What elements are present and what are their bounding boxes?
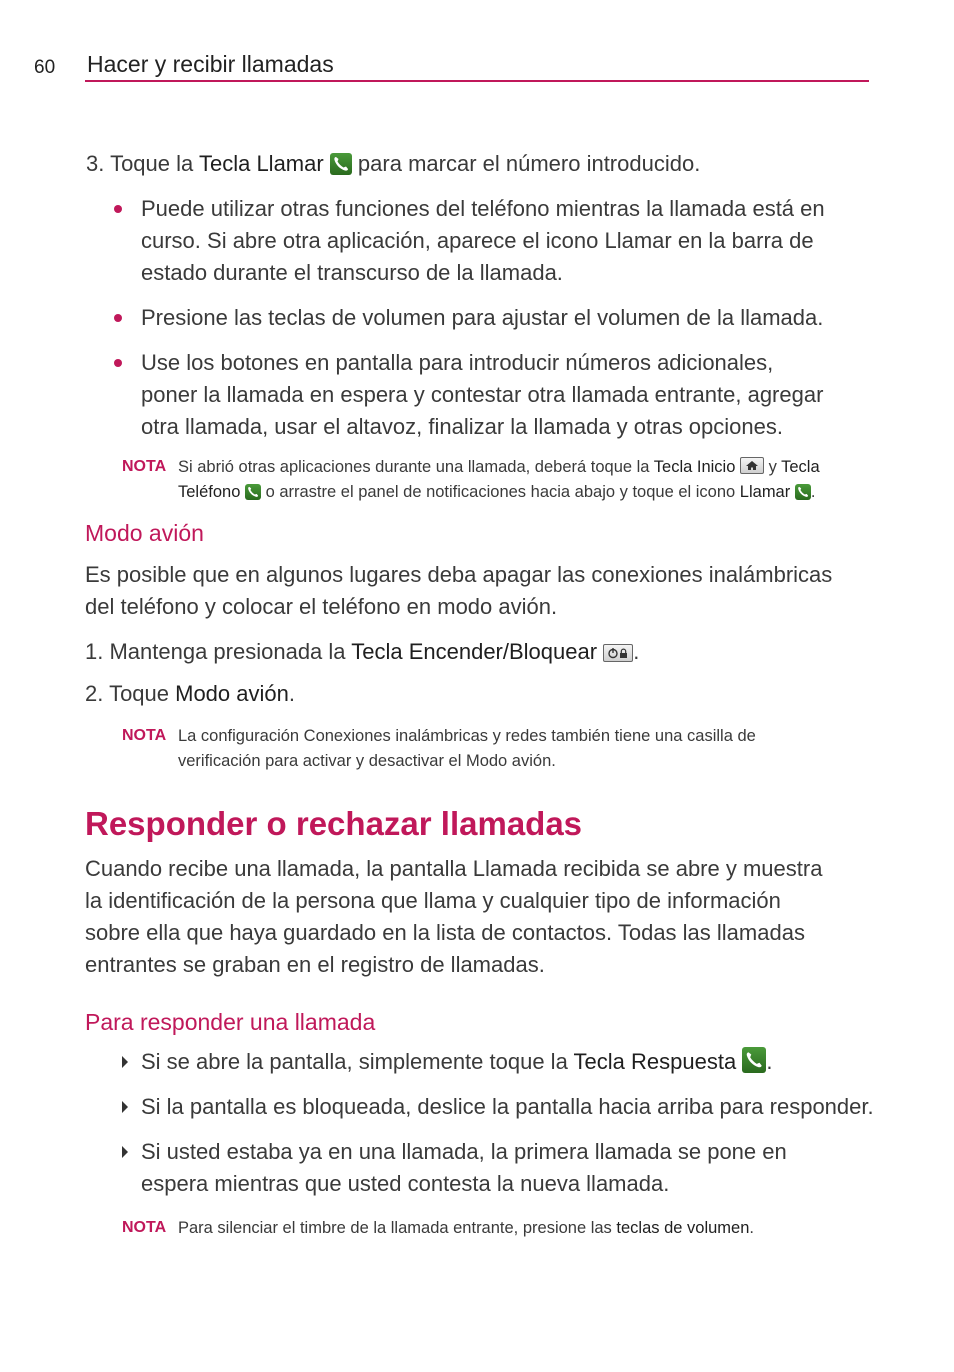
note-1-text-b: y xyxy=(763,458,782,476)
arrow-bullet-icon xyxy=(122,1056,128,1068)
note-1-line-2 xyxy=(178,480,815,505)
step-3 xyxy=(86,148,700,180)
note-1-phone-key-a: Tecla xyxy=(781,458,820,476)
answer-call-icon xyxy=(742,1047,766,1073)
airplane-step-1-prefix: 1. Mantenga presionada la xyxy=(85,639,352,664)
airplane-step-2 xyxy=(85,678,295,710)
answer-item-1-prefix: Si se abre la pantalla, simplemente toque la xyxy=(141,1049,574,1074)
note-1-phone-key-b: Teléfono xyxy=(178,483,241,501)
step-3-key: Tecla Llamar xyxy=(198,151,324,176)
answer-para-line-3: sobre ella que haya guardado en la lista de contactos. Todas las llamadas xyxy=(85,920,805,945)
note-label: NOTA xyxy=(122,1219,167,1236)
bullet-1-line-2: curso. Si abre otra aplicación, aparece el icono Llamar en la barra de xyxy=(141,228,814,253)
bullet-dot xyxy=(114,314,122,322)
power-lock-icon xyxy=(603,644,633,662)
note-3-text: Para silenciar el timbre de la llamada entrante, presione las xyxy=(178,1219,617,1237)
airplane-para-line-2: del teléfono y colocar el teléfono en modo avión. xyxy=(85,594,558,619)
answer-item-1-end: . xyxy=(766,1049,773,1074)
bullet-3-line-3: otra llamada, usar el altavoz, finalizar la llamada y otras opciones. xyxy=(141,414,783,439)
step-3-suffix: para marcar el número introducido. xyxy=(351,151,701,176)
airplane-para-line-1: Es posible que en algunos lugares deba apagar las conexiones inalámbricas xyxy=(85,562,833,587)
answer-para-line-4: entrantes se graban en el registro de llamadas. xyxy=(85,952,545,977)
phone-call-icon xyxy=(330,153,352,175)
answer-item-1 xyxy=(141,1046,772,1078)
airplane-step-1-end: . xyxy=(633,639,640,664)
note-1-line-1 xyxy=(178,455,820,480)
answer-para-line-2: la identificación de la persona que llama y cualquier tipo de información xyxy=(85,888,781,913)
airplane-mode-heading: Modo avión xyxy=(85,520,204,546)
answer-para-line-1: Cuando recibe una llamada, la pantalla Llamada recibida se abre y muestra xyxy=(85,856,823,881)
note-1-home-key: Tecla Inicio xyxy=(653,458,736,476)
airplane-step-2-prefix: 2. Toque xyxy=(85,681,176,706)
page-number: 60 xyxy=(34,57,56,78)
bullet-1-line-3: estado durante el transcurso de la llamada. xyxy=(141,260,563,285)
answer-item-3-line-1: Si usted estaba ya en una llamada, la primera llamada se pone en xyxy=(141,1139,787,1164)
airplane-step-1 xyxy=(85,636,639,668)
airplane-mode-option: Modo avión xyxy=(175,681,289,706)
home-icon xyxy=(740,457,764,474)
call-status-icon xyxy=(795,484,811,500)
note-2-line-2: verificación para activar y desactivar el Modo avión. xyxy=(178,752,556,770)
airplane-step-2-end: . xyxy=(288,681,295,706)
arrow-bullet-icon xyxy=(122,1146,128,1158)
note-1-end: . xyxy=(810,483,816,501)
note-3-end: . xyxy=(749,1219,754,1237)
answer-key-label: Tecla Respuesta xyxy=(573,1049,737,1074)
bullet-3-line-1: Use los botones en pantalla para introducir números adicionales, xyxy=(141,350,774,375)
answer-item-2: Si la pantalla es bloqueada, deslice la pantalla hacia arriba para responder. xyxy=(141,1094,874,1119)
answer-call-subheading: Para responder una llamada xyxy=(85,1009,376,1035)
header-divider xyxy=(85,80,869,82)
answer-item-3-line-2: espera mientras que usted contesta la nueva llamada. xyxy=(141,1171,670,1196)
volume-keys-label: teclas de volumen xyxy=(616,1219,750,1237)
bullet-dot xyxy=(114,359,122,367)
answer-reject-heading: Responder o rechazar llamadas xyxy=(85,805,583,842)
note-label: NOTA xyxy=(122,458,167,475)
arrow-bullet-icon xyxy=(122,1101,128,1113)
note-label: NOTA xyxy=(122,727,167,744)
step-3-prefix: 3. Toque la xyxy=(86,151,199,176)
section-title: Hacer y recibir llamadas xyxy=(87,51,334,77)
note-3-line-1 xyxy=(178,1216,754,1241)
bullet-2-line-1: Presione las teclas de volumen para ajustar el volumen de la llamada. xyxy=(141,305,824,330)
bullet-3-line-2: poner la llamada en espera y contestar otra llamada entrante, agregar xyxy=(141,382,824,407)
note-1-text-a: Si abrió otras aplicaciones durante una llamada, deberá toque la xyxy=(178,458,654,476)
bullet-dot xyxy=(114,205,122,213)
phone-app-icon xyxy=(245,484,261,500)
power-lock-key-label: Tecla Encender/Bloquear xyxy=(351,639,598,664)
note-1-call-icon-label: Llamar xyxy=(739,483,791,501)
bullet-1-line-1: Puede utilizar otras funciones del teléfono mientras la llamada está en xyxy=(141,196,825,221)
note-2-line-1: La configuración Conexiones inalámbricas y redes también tiene una casilla de xyxy=(178,727,756,745)
note-1-text-c: o arrastre el panel de notificaciones hacia abajo y toque el icono xyxy=(260,483,740,501)
